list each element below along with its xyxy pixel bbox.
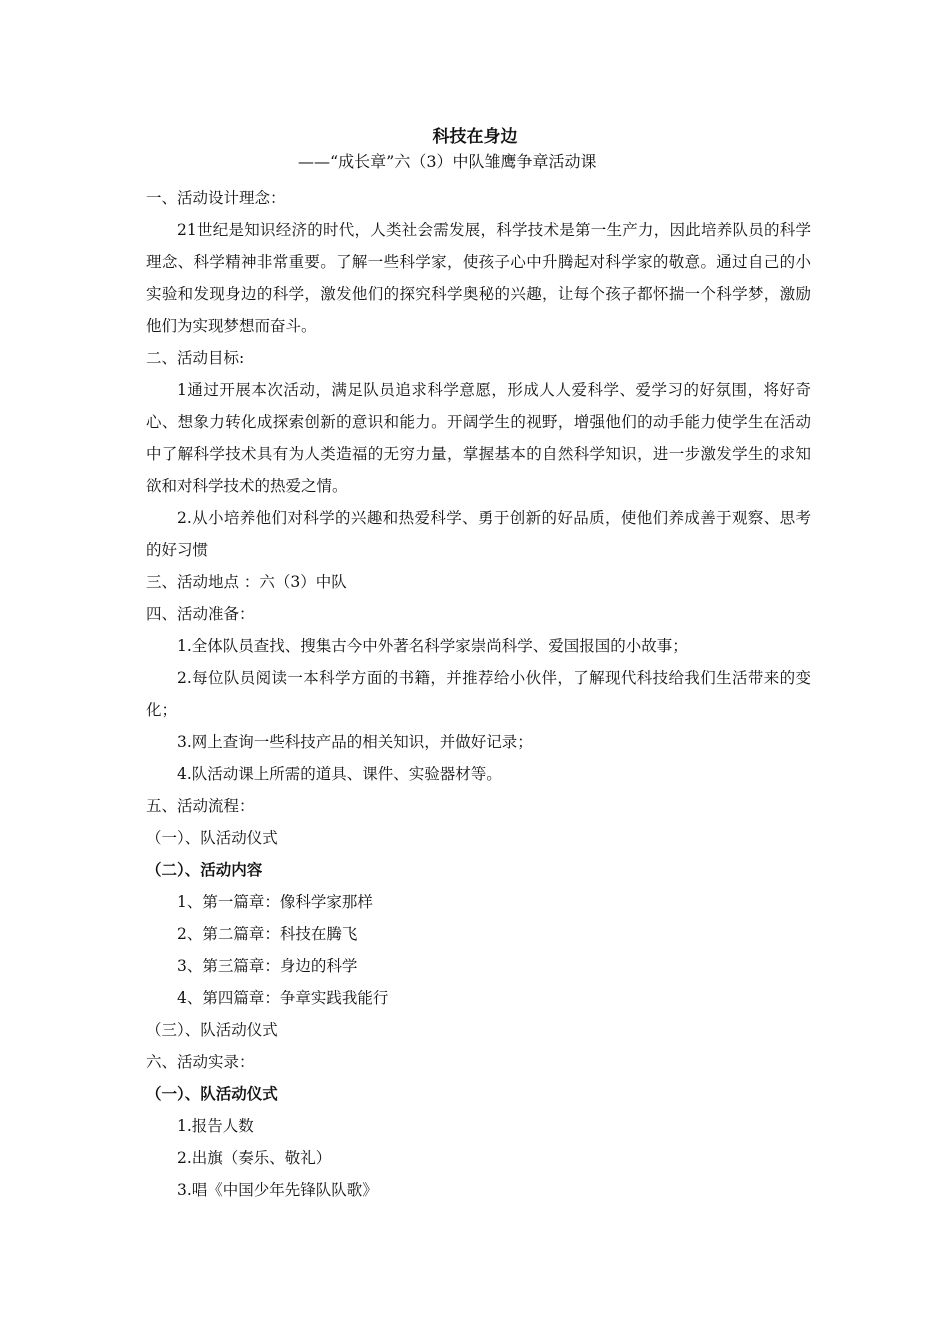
document-subtitle: ——“成长章”六（3）中队雏鹰争章活动课 [298,152,597,171]
chapter-item: 2、第二篇章：科技在腾飞 [177,925,358,943]
chapter-item: 1、第一篇章：像科学家那样 [177,893,373,911]
chapter-item: 3、第三篇章：身边的科学 [177,957,358,975]
record-item: 2.出旗（奏乐、敬礼） [177,1149,332,1167]
chapter-item: 4、第四篇章：争章实践我能行 [177,989,389,1007]
preparation-item: 2.每位队员阅读一本科学方面的书籍，并推荐给小伙伴，了解现代科技给我们生活带来的变化； [146,669,811,719]
record-part-ceremony: （一）、队活动仪式 [146,1085,278,1103]
process-part-ceremony: （一）、队活动仪式 [146,829,278,847]
preparation-item: 3.网上查询一些科技产品的相关知识，并做好记录； [177,733,533,751]
section-heading-goals: 二、活动目标: [146,349,245,367]
process-part-content: （二）、活动内容 [146,861,263,879]
preparation-item: 4.队活动课上所需的道具、课件、实验器材等。 [177,765,502,783]
record-item: 3.唱《中国少年先锋队队歌》 [177,1181,378,1199]
record-item: 1.报告人数 [177,1117,254,1135]
goal-paragraph-1: 1通过开展本次活动，满足队员追求科学意愿，形成人人爱科学、爱学习的好氛围，将好奇心、想象力转化成探索创新的意识和能力。开阔学生的视野，增强他们的动手能力使学生在活动中了解科学技术具有为人类造福的无穷力量，掌握基本的自然科学知识，进一步激发学生的求知欲和对科学技术的热爱之情。 [146,381,811,495]
section-heading-record: 六、活动实录： [146,1053,255,1071]
document-body [146,182,811,1206]
section-heading-process: 五、活动流程： [146,797,255,815]
goal-paragraph-2: 2.从小培养他们对科学的兴趣和热爱科学、勇于创新的好品质，使他们养成善于观察、思考的好习惯 [146,509,811,559]
concept-paragraph: 21世纪是知识经济的时代，人类社会需发展，科学技术是第一生产力，因此培养队员的科学理念、科学精神非常重要。了解一些科学家，使孩子心中升腾起对科学家的敬意。通过自己的小实验和发现身边的科学，激发他们的探究科学奥秘的兴趣，让每个孩子都怀揣一个科学梦，激励他们为实现梦想而奋斗。 [146,221,811,335]
section-heading-concept: 一、活动设计理念： [146,189,286,207]
preparation-item: 1.全体队员查找、搜集古今中外著名科学家崇尚科学、爱国报国的小故事； [177,637,688,655]
section-heading-preparation: 四、活动准备： [146,605,255,623]
process-part-closing: （三）、队活动仪式 [146,1021,278,1039]
document-title: 科技在身边 [432,127,518,147]
section-location: 三、活动地点 ：六（3）中队 [146,573,347,591]
